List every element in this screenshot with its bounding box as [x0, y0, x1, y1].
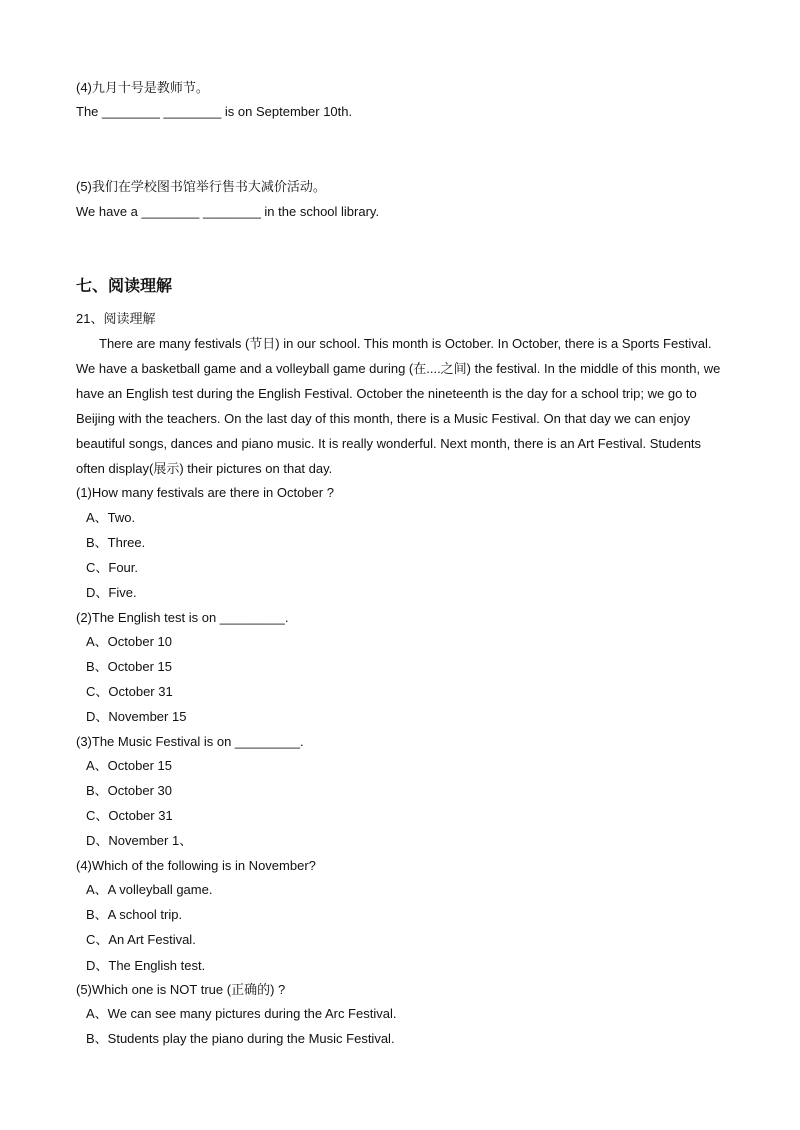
question-stem: (4)Which of the following is in November?: [76, 858, 316, 873]
fill-in-q5-prompt: (5)我们在学校图书馆举行售书大减价活动。: [76, 179, 326, 194]
reading-passage: [76, 331, 726, 481]
answer-option: B、Three.: [86, 535, 146, 550]
answer-option: B、Students play the piano during the Music Festival.: [86, 1031, 395, 1046]
passage-line: beautiful songs, dances and piano music. It is really wonderful. Next month, there is an Art Festival. Students: [76, 436, 702, 451]
answer-option: C、October 31: [86, 684, 173, 699]
answer-option: B、October 30: [86, 783, 172, 798]
fill-in-q5-answer-line: We have a ________ ________ in the school library.: [76, 204, 380, 219]
answer-option: D、The English test.: [86, 958, 206, 973]
answer-option: D、November 1、: [86, 833, 193, 848]
fill-in-q4-prompt: (4)九月十号是教师节。: [76, 80, 209, 95]
answer-option: C、Four.: [86, 560, 139, 575]
answer-option: B、October 15: [86, 659, 172, 674]
passage-line: There are many festivals (节日) in our school. This month is October. In October, there is a Sports Festival.: [99, 336, 712, 351]
answer-option: C、An Art Festival.: [86, 932, 196, 947]
question-stem: (3)The Music Festival is on _________.: [76, 734, 304, 749]
answer-option: A、October 15: [86, 758, 172, 773]
answer-option: D、Five.: [86, 585, 137, 600]
answer-option: D、November 15: [86, 709, 187, 724]
answer-option: A、We can see many pictures during the Arc Festival.: [86, 1006, 397, 1021]
answer-option: B、A school trip.: [86, 907, 183, 922]
question-stem: (1)How many festivals are there in October ?: [76, 485, 334, 500]
passage-line: We have a basketball game and a volleyball game during (在....之间) the festival. In the middle of this month, we: [76, 361, 721, 376]
question-stem: (2)The English test is on _________.: [76, 610, 289, 625]
passage-line: often display(展示) their pictures on that day.: [76, 461, 333, 476]
answer-option: C、October 31: [86, 808, 173, 823]
fill-in-q4-answer-line: The ________ ________ is on September 10th.: [76, 104, 353, 119]
question-stem: (5)Which one is NOT true (正确的) ?: [76, 982, 286, 997]
answer-option: A、October 10: [86, 634, 172, 649]
section-title: 七、阅读理解: [76, 278, 173, 295]
question-label: 21、阅读理解: [76, 311, 156, 326]
passage-line: Beijing with the teachers. On the last day of this month, there is a Music Festival. On that day we can enjoy: [76, 411, 691, 426]
passage-line: have an English test during the English Festival. October the nineteenth is the day for a school trip; we go to: [76, 386, 697, 401]
answer-option: A、A volleyball game.: [86, 882, 213, 897]
answer-option: A、Two.: [86, 510, 136, 525]
